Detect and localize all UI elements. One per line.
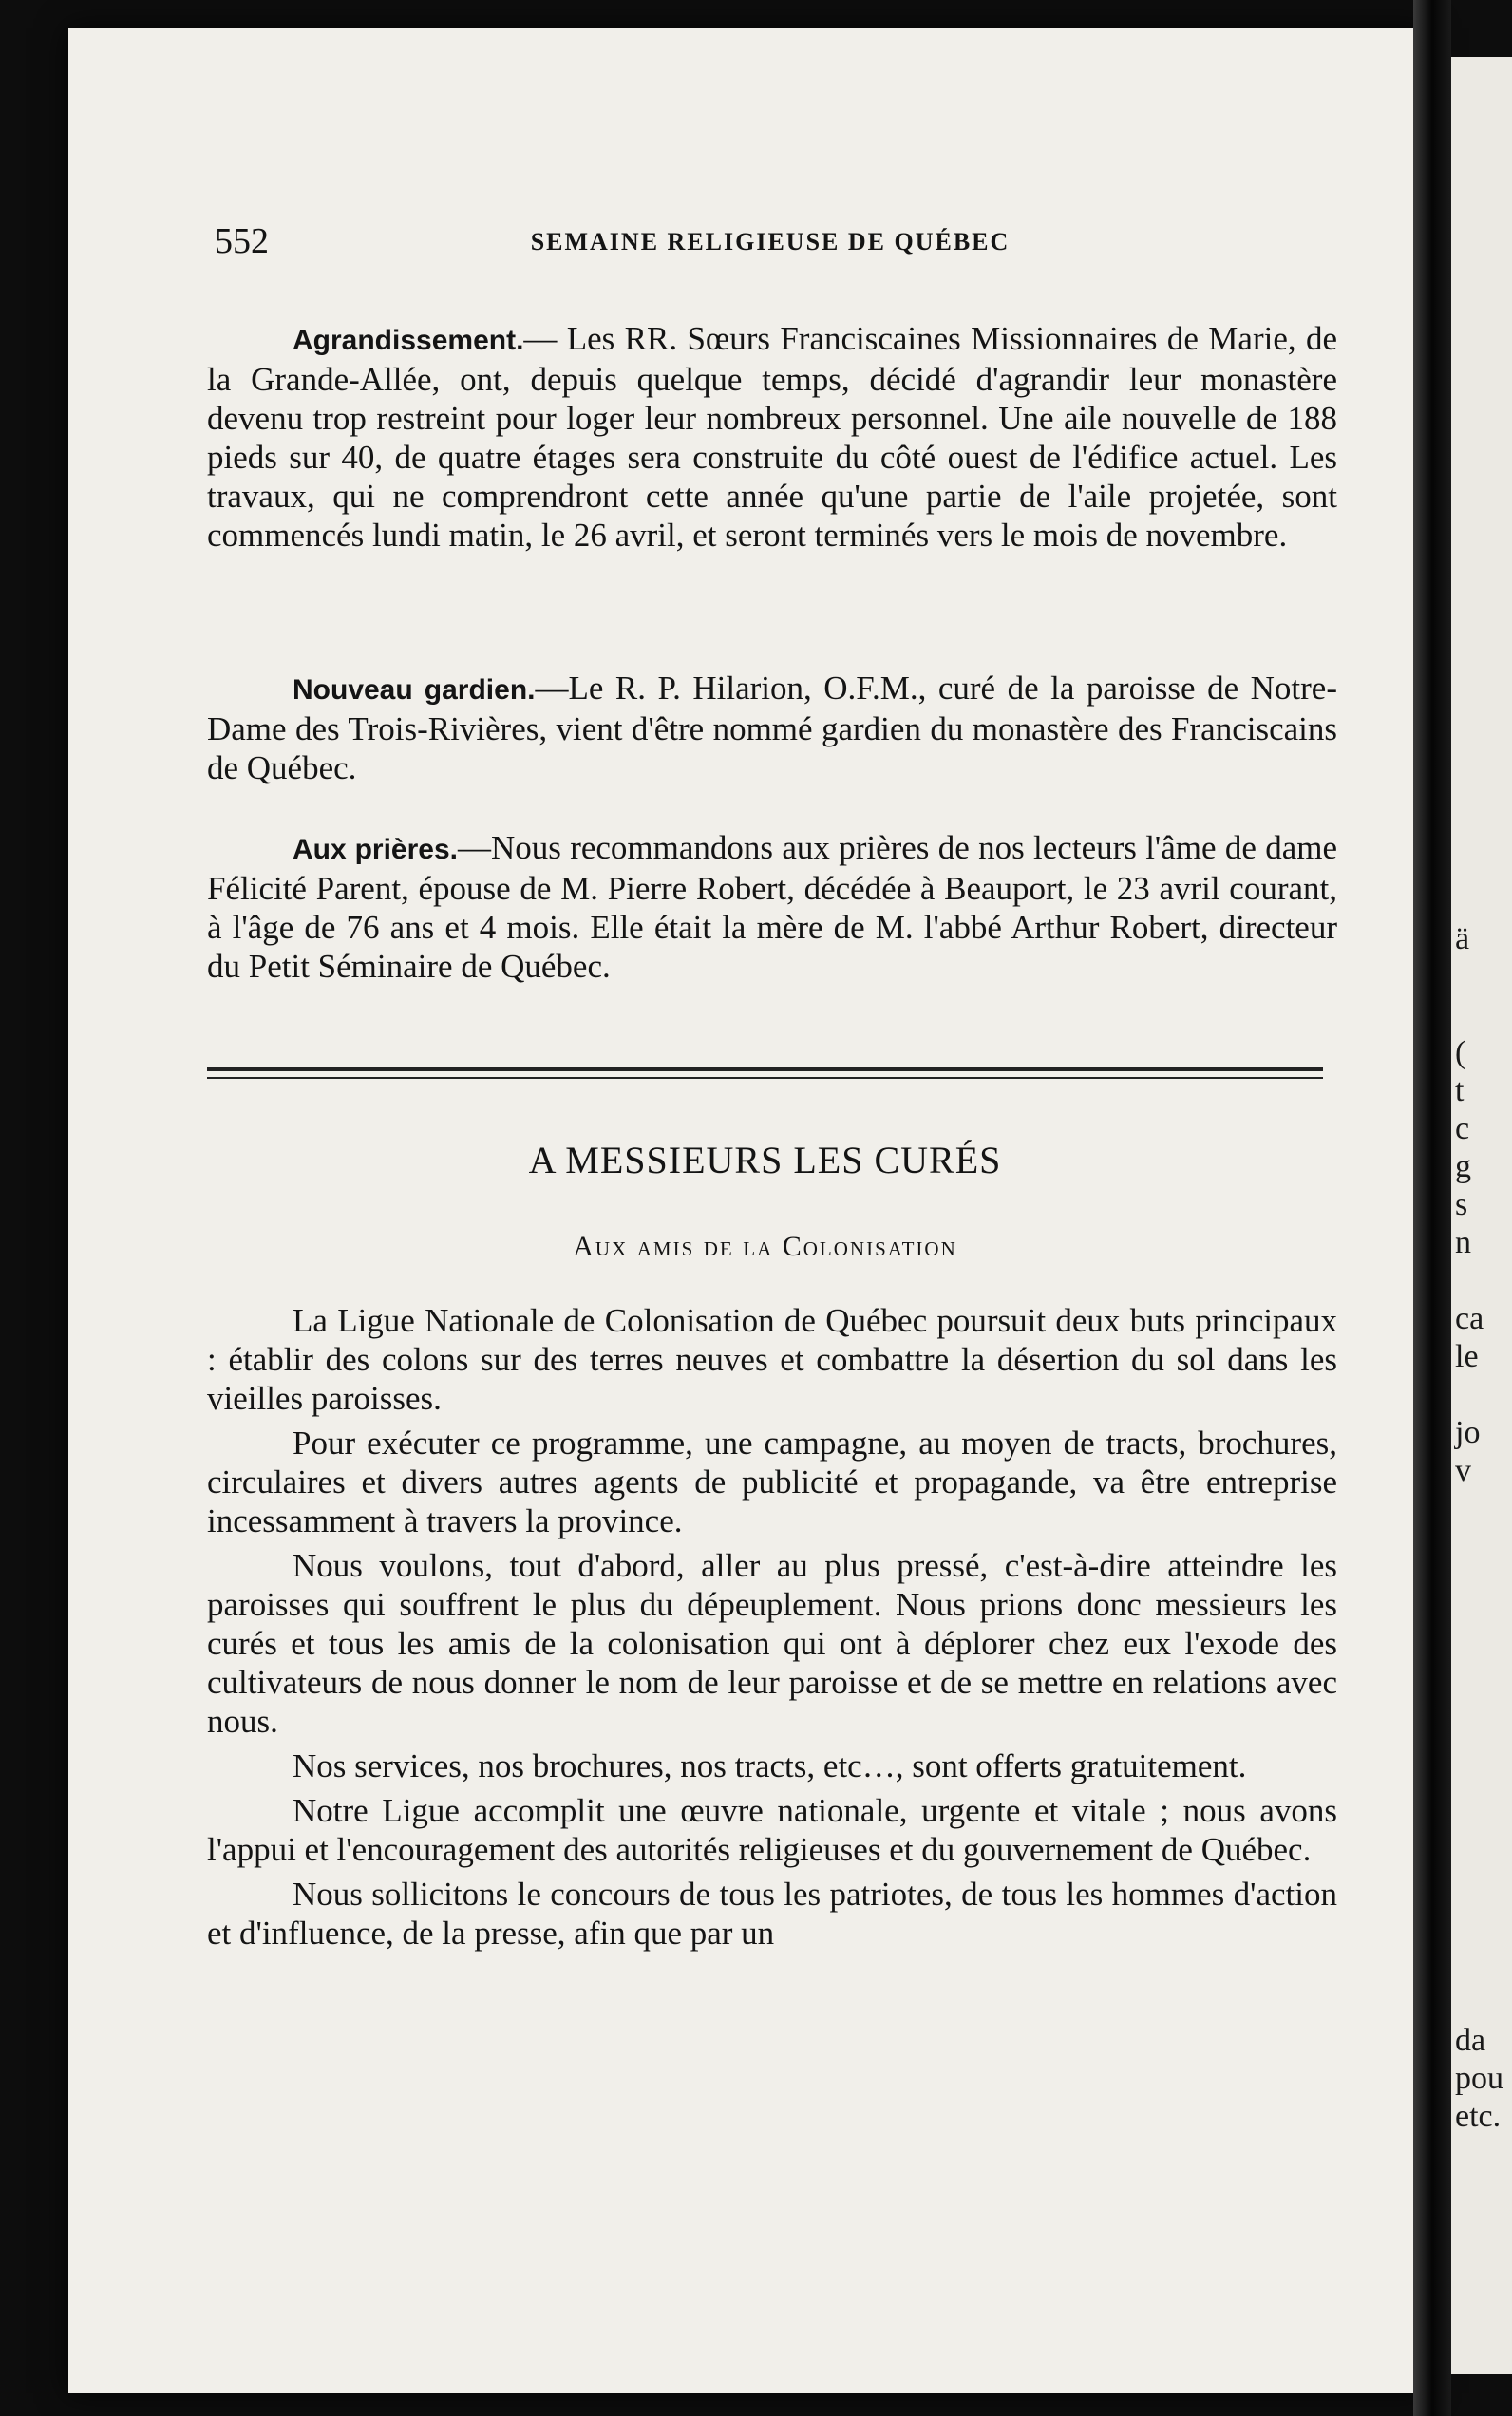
paragraph: Notre Ligue accomplit une œuvre nationale, urgente et vitale ; nous avons l'appui et l'encouragement des autorités religieuses et du gouvernement de Québec. [207, 1792, 1337, 1868]
facing-fragment: etc. [1455, 2099, 1502, 2134]
book-gutter [1413, 0, 1451, 2416]
facing-fragment: ä [1455, 921, 1470, 956]
page-number: 552 [215, 221, 269, 261]
facing-fragment: da [1455, 2023, 1486, 2058]
section-subtitle: Aux amis de la Colonisation [573, 1231, 957, 1262]
facing-fragment: n [1455, 1225, 1471, 1260]
facing-page-edge [1451, 57, 1512, 2374]
facing-fragment: ca [1455, 1301, 1484, 1336]
notice-lead: Agrandissement. [293, 325, 524, 356]
notice-text: —Nous recommandons aux prières de nos lecteurs l'âme de dame Félicité Parent, épouse de M. Pierre Robert, décédée à Beauport, le 23 avril courant, à l'âge de 76 ans et 4 mois. Elle était la mère de M. l'abbé Arthur Robert, directeur du Petit Séminaire de Québec. [207, 829, 1337, 985]
facing-fragment: g [1455, 1149, 1471, 1184]
page-header [215, 220, 1326, 268]
notice-lead: Aux prières. [293, 834, 458, 865]
facing-fragment: ( [1455, 1035, 1466, 1070]
facing-fragment: pou [1455, 2061, 1503, 2096]
facing-fragment: t [1455, 1073, 1465, 1108]
facing-fragment: jo [1455, 1415, 1481, 1450]
paragraph: Nous sollicitons le concours de tous les patriotes, de tous les hommes d'action et d'influence, de la presse, afin que par un [207, 1876, 1337, 1952]
notice-lead: Nouveau gardien. [293, 674, 536, 706]
notice-text: —Le R. P. Hilarion, O.F.M., curé de la paroisse de Notre-Dame des Trois-Rivières, vient d'être nommé gardien du monastère des Franciscains de Québec. [207, 670, 1337, 786]
facing-fragment: s [1455, 1187, 1468, 1222]
paragraph: Nous voulons, tout d'abord, aller au plus pressé, c'est-à-dire atteindre les paroisses qui souffrent le plus du dépeuplement. Nous prions donc messieurs les curés et tous les amis de la colonisation qui ont à déplorer chez eux l'exode des cultivateurs de nous donner le nom de leur paroisse et de se mettre en relations avec nous. [207, 1547, 1337, 1740]
paragraph: Nos services, nos brochures, nos tracts, etc…, sont offerts gratuitement. [293, 1747, 1247, 1784]
notice-agrandissement [207, 319, 1337, 555]
paragraph: La Ligue Nationale de Colonisation de Québec poursuit deux buts principaux : établir des colons sur des terres neuves et combattre la désertion du sol dans les vieilles paroisses. [207, 1302, 1337, 1417]
facing-fragment: v [1455, 1453, 1471, 1488]
running-title: SEMAINE RELIGIEUSE DE QUÉBEC [530, 228, 1011, 255]
notice-nouveau-gardien [207, 669, 1337, 787]
section-title: A MESSIEURS LES CURÉS [528, 1139, 1002, 1181]
paragraph: Pour exécuter ce programme, une campagne, au moyen de tracts, brochures, circulaires et divers autres agents de publicité et propagande, va être entreprise incessamment à travers la province. [207, 1425, 1337, 1539]
facing-fragment: c [1455, 1111, 1470, 1146]
section-divider [207, 1067, 1323, 1079]
notice-text: — Les RR. Sœurs Franciscaines Missionnaires de Marie, de la Grande-Allée, ont, depuis quelque temps, décidé d'agrandir leur monastère devenu trop restreint pour loger leur nombreux personnel. Une aile nouvelle de 188 pieds sur 40, de quatre étages sera construite du côté ouest de l'édifice actuel. Les travaux, qui ne comprendront cette année qu'une partie de l'aile projetée, sont commencés lundi matin, le 26 avril, et seront terminés vers le mois de novembre. [207, 320, 1337, 554]
notice-aux-prieres [207, 828, 1337, 986]
section-body [207, 1301, 1337, 1953]
facing-fragment: le [1455, 1339, 1479, 1374]
